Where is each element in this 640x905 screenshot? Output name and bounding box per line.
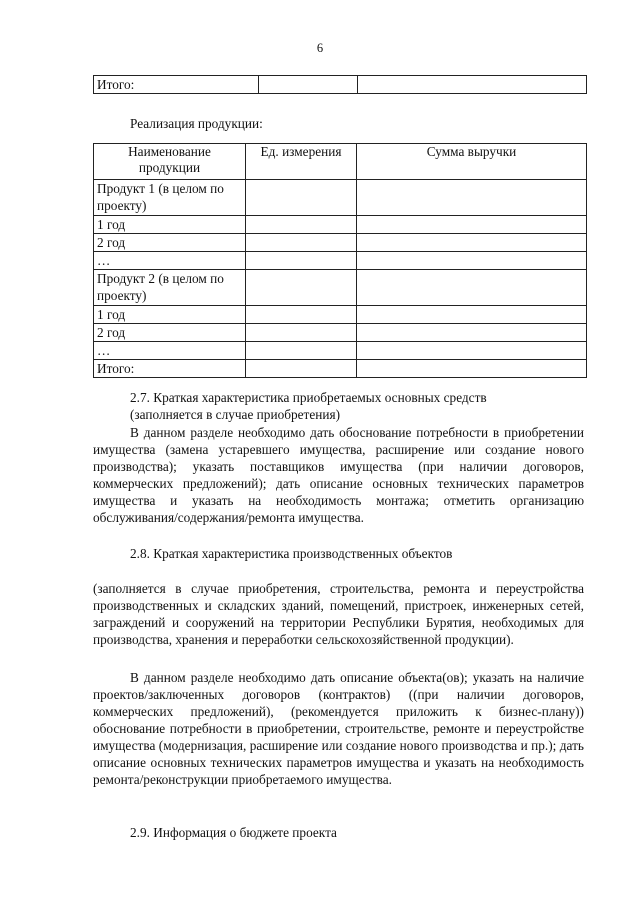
table-cell bbox=[357, 342, 587, 360]
column-header: Сумма выручки bbox=[357, 144, 587, 180]
table-row bbox=[94, 360, 587, 378]
table-header-row bbox=[94, 144, 587, 180]
table-cell: Итого: bbox=[94, 360, 246, 378]
table-row bbox=[94, 270, 587, 306]
section-2-8-note: (заполняется в случае приобретения, строительства, ремонта и переустройства производственных и складских зданий, помещений, пристроек, инженерных сетей, заграждений и сооружений на территории Республики Бурятия, необходимых для производства, хранения и переработки сельскохозяйственной продукции). bbox=[93, 581, 584, 647]
column-header: Наименование продукции bbox=[94, 144, 246, 180]
table-cell bbox=[246, 270, 357, 306]
table-cell bbox=[246, 180, 357, 216]
section-2-8-heading: 2.8. Краткая характеристика производственных объектов bbox=[130, 546, 453, 561]
table-cell bbox=[357, 216, 587, 234]
section-2-7-heading: 2.7. Краткая характеристика приобретаемых основных средств bbox=[130, 390, 487, 405]
products-table bbox=[93, 143, 587, 378]
table-cell bbox=[357, 234, 587, 252]
table-cell: Продукт 1 (в целом по проекту) bbox=[94, 180, 246, 216]
table-cell: … bbox=[94, 342, 246, 360]
table-row bbox=[94, 342, 587, 360]
table-cell: 1 год bbox=[94, 216, 246, 234]
products-heading: Реализация продукции: bbox=[130, 116, 263, 131]
table-cell: 2 год bbox=[94, 234, 246, 252]
table-row bbox=[94, 324, 587, 342]
table-cell bbox=[357, 360, 587, 378]
table-cell: Продукт 2 (в целом по проекту) bbox=[94, 270, 246, 306]
table-cell bbox=[246, 342, 357, 360]
table-row bbox=[94, 306, 587, 324]
section-2-9-heading: 2.9. Информация о бюджете проекта bbox=[130, 825, 337, 840]
table-row bbox=[94, 76, 587, 94]
table-cell bbox=[246, 216, 357, 234]
table-cell bbox=[246, 252, 357, 270]
table-cell: … bbox=[94, 252, 246, 270]
table-row bbox=[94, 180, 587, 216]
table-cell bbox=[357, 324, 587, 342]
section-2-7-note: (заполняется в случае приобретения) bbox=[130, 407, 341, 422]
table-cell bbox=[357, 306, 587, 324]
table-cell: 1 год bbox=[94, 306, 246, 324]
table-row bbox=[94, 252, 587, 270]
table-cell bbox=[246, 306, 357, 324]
page-number: 6 bbox=[316, 41, 324, 55]
section-2-7-paragraph: В данном разделе необходимо дать обоснование потребности в приобретении имущества (замена устаревшего имущества, расширение или создание нового производства); указать поставщиков имущества (при наличии договоров, коммерческих предложений); дать описание основных технических параметров имущества и указать на необходимость монтажа; отметить организацию обслуживания/содержания/ремонта имущества. bbox=[93, 425, 584, 525]
table-cell bbox=[357, 252, 587, 270]
summary-table bbox=[93, 75, 587, 94]
table-cell bbox=[246, 360, 357, 378]
table-row bbox=[94, 234, 587, 252]
table-cell bbox=[357, 270, 587, 306]
table-row bbox=[94, 216, 587, 234]
table-cell: 2 год bbox=[94, 324, 246, 342]
table-cell bbox=[358, 76, 587, 94]
table-cell bbox=[357, 180, 587, 216]
table-cell bbox=[246, 324, 357, 342]
column-header: Ед. измерения bbox=[246, 144, 357, 180]
table-cell bbox=[259, 76, 358, 94]
table-cell: Итого: bbox=[94, 76, 259, 94]
table-cell bbox=[246, 234, 357, 252]
section-2-8-paragraph: В данном разделе необходимо дать описание объекта(ов); указать на наличие проектов/заключенных договоров (контрактов) ((при наличии договоров, коммерческих предложений), (рекомендуется приложить к бизнес-плану)) обоснование потребности в приобретении, строительстве, ремонте и переустройстве имущества (модернизация, расширение или создание нового производства и пр.); дать описание основных технических параметров имущества и указать на необходимость ремонта/реконструкции приобретаемого имущества. bbox=[93, 670, 584, 787]
